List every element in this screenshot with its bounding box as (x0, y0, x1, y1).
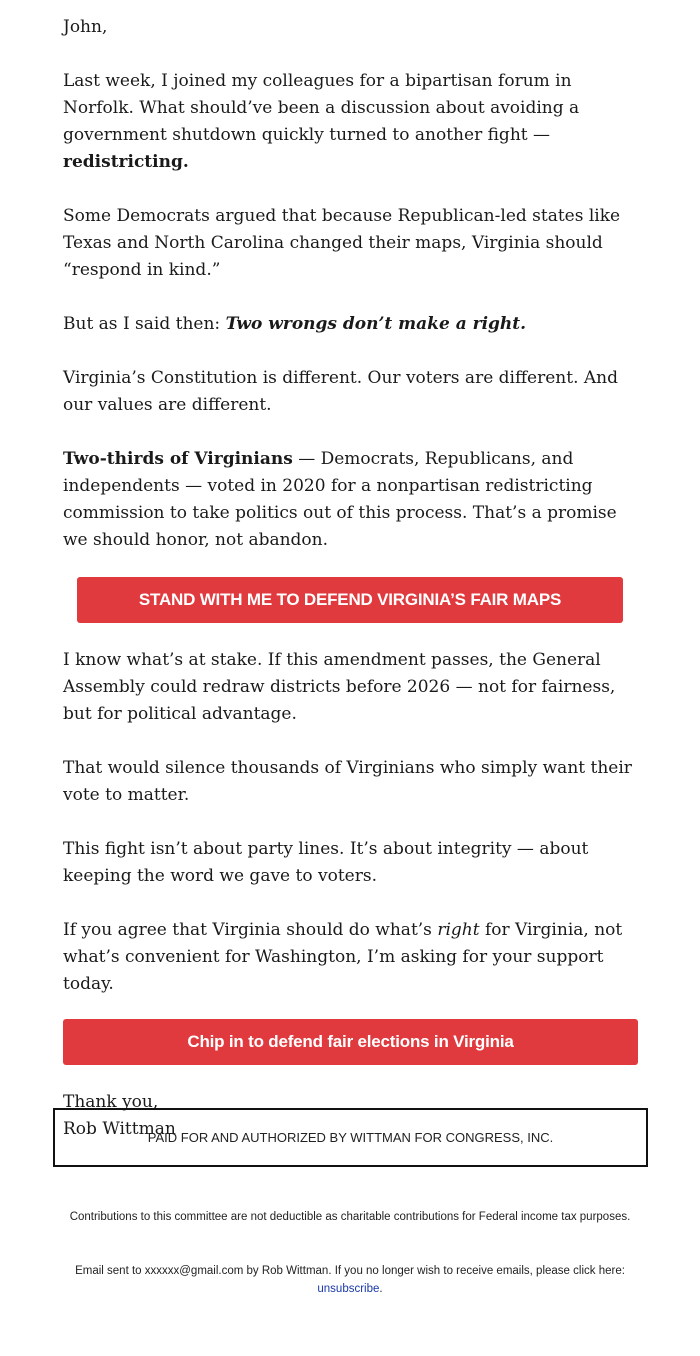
stand-with-me-button[interactable]: STAND WITH ME TO DEFEND VIRGINIA’S FAIR MAPS (77, 577, 623, 623)
paragraph-two-wrongs (63, 311, 643, 338)
email-notice (60, 1262, 640, 1298)
paragraph-forum (63, 68, 643, 176)
signoff-thanks: Thank you, (63, 1092, 159, 1112)
paragraph-two-wrongs-text: But as I said then: (63, 314, 226, 334)
email-notice-text: Email sent to xxxxxx@gmail.com by Rob Wittman. If you no longer wish to receive emails, please click here: (75, 1265, 625, 1277)
paragraph-support-after: for Virginia, not what’s convenient for Washington, I’m asking for your support today. (63, 920, 623, 994)
paragraph-forum-bold: redistricting. (63, 152, 189, 172)
paragraph-two-wrongs-emphasis: Two wrongs don’t make a right. (225, 314, 527, 334)
signoff-name: Rob Wittman (63, 1119, 176, 1139)
tax-disclaimer: Contributions to this committee are not deductible as charitable contributions for Federal income tax purposes. (69, 1211, 631, 1223)
paragraph-forum-text: Last week, I joined my colleagues for a bipartisan forum in Norfolk. What should’ve been a discussion about avoiding a government shutdown quickly turned to another fight — (63, 71, 580, 145)
paragraph-stake: I know what’s at stake. If this amendment passes, the General Assembly could redraw districts before 2026 — not for fairness, but for political advantage. (63, 650, 616, 724)
paragraph-support (63, 917, 643, 998)
paragraph-democrats: Some Democrats argued that because Republican-led states like Texas and North Carolina changed their maps, Virginia should “respond in kind.” (63, 206, 621, 280)
paid-for-disclaimer: PAID FOR AND AUTHORIZED BY WITTMAN FOR CONGRESS, INC. (53, 1108, 648, 1167)
greeting: John, (63, 17, 108, 37)
paragraph-constitution: Virginia’s Constitution is different. Our voters are different. And our values are different. (63, 368, 618, 415)
paragraph-support-before: If you agree that Virginia should do what’s (63, 920, 438, 940)
unsubscribe-link[interactable]: unsubscribe (317, 1283, 380, 1295)
paragraph-two-thirds-bold: Two-thirds of Virginians (63, 449, 293, 469)
unsubscribe-suffix: . (379, 1283, 383, 1295)
paragraph-integrity: This fight isn’t about party lines. It’s about integrity — about keeping the word we gave to voters. (63, 839, 589, 886)
paragraph-silence: That would silence thousands of Virginians who simply want their vote to matter. (63, 758, 632, 805)
paragraph-two-thirds-text: — Democrats, Republicans, and independents — voted in 2020 for a nonpartisan redistricting commission to take politics out of this process. That’s a promise we should honor, not abandon. (63, 449, 617, 550)
paragraph-support-italic: right (437, 920, 480, 940)
email-body (63, 14, 643, 1143)
paragraph-two-thirds (63, 446, 643, 554)
chip-in-button[interactable]: Chip in to defend fair elections in Virginia (63, 1019, 638, 1065)
